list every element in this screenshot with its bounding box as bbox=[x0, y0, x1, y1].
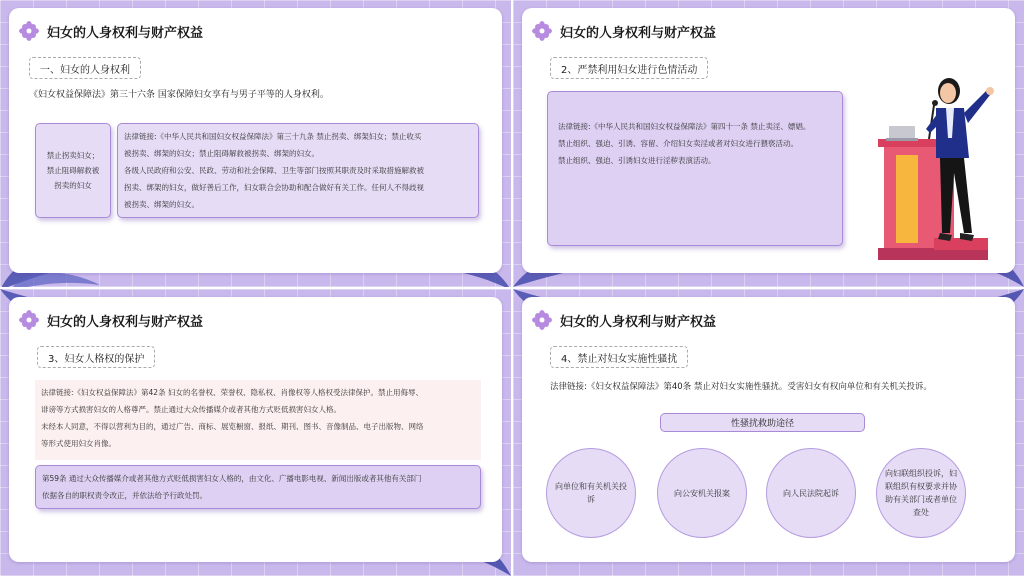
flower-icon bbox=[532, 21, 552, 41]
slide-4[interactable] bbox=[513, 289, 1024, 576]
flower-icon bbox=[19, 21, 39, 41]
side-label-line: 拐卖的妇女 bbox=[54, 181, 92, 190]
law-box bbox=[35, 380, 481, 460]
route-circle: 向单位和有关机关投诉 bbox=[546, 448, 636, 538]
law-box bbox=[547, 91, 843, 246]
route-circle: 向公安机关报案 bbox=[657, 448, 747, 538]
article59-line: 依据各自的职权责令改正，并依法给予行政处罚。 bbox=[42, 491, 207, 500]
slide-card bbox=[9, 297, 502, 562]
flower-icon bbox=[19, 310, 39, 330]
law-line: 法律链接:《中华人民共和国妇女权益保障法》第四十一条 禁止卖淫、嫖娼。 bbox=[558, 122, 811, 131]
article59-box bbox=[35, 465, 481, 509]
law-line: 未经本人同意，不得以营利为目的，通过广告、商标、展览橱窗、报纸、期刊、图书、音像制品、电子出版物、网络 bbox=[41, 422, 424, 431]
law-line: 被拐卖、绑架的妇女；禁止阻碍解救被拐卖、绑架的妇女。 bbox=[124, 149, 319, 158]
section-heading: 2、严禁利用妇女进行色情活动 bbox=[550, 57, 708, 79]
law-box bbox=[117, 123, 479, 218]
slide-title: 妇女的人身权利与财产权益 bbox=[47, 314, 204, 330]
relief-title: 性骚扰救助途径 bbox=[660, 413, 865, 432]
law-line: 拐卖、绑架的妇女，做好善后工作，妇女联合会协助和配合做好有关工作。任何人不得歧视 bbox=[124, 183, 424, 192]
section-heading: 一、妇女的人身权利 bbox=[29, 57, 141, 79]
article59-line: 第59条 通过大众传播媒介或者其他方式贬低损害妇女人格的，由文化、广播电影电视、新闻出版或者其他有关部门 bbox=[42, 474, 422, 483]
section-heading: 4、禁止对妇女实施性骚扰 bbox=[550, 346, 688, 368]
podium-illustration bbox=[878, 139, 988, 260]
side-label-box bbox=[35, 123, 111, 218]
law-line: 各级人民政府和公安、民政、劳动和社会保障、卫生等部门按照其职责及时采取措施解救被 bbox=[124, 166, 424, 175]
law-line: 法律链接:《妇女权益保障法》第42条 妇女的名誉权、荣誉权、隐私权、肖像权等人格权受法律保护。禁止用侮辱、 bbox=[41, 388, 423, 397]
side-label-line: 禁止阻碍解救被 bbox=[46, 166, 100, 175]
law-line: 被拐卖、绑架的妇女。 bbox=[124, 200, 199, 209]
route-circle: 向人民法院起诉 bbox=[766, 448, 856, 538]
slide-title: 妇女的人身权利与财产权益 bbox=[560, 314, 717, 330]
section-heading: 3、妇女人格权的保护 bbox=[37, 346, 155, 368]
slide-1[interactable] bbox=[0, 0, 511, 287]
slide-2[interactable] bbox=[513, 0, 1024, 287]
speaker-woman-illustration bbox=[874, 63, 1004, 268]
slide-card bbox=[522, 297, 1015, 562]
intro-text: 《妇女权益保障法》第三十六条 国家保障妇女享有与男子平等的人身权利。 bbox=[29, 90, 329, 100]
slide-title: 妇女的人身权利与财产权益 bbox=[560, 25, 717, 41]
law-line: 禁止组织、强迫、引诱妇女进行淫秽表演活动。 bbox=[558, 156, 716, 165]
title-row bbox=[532, 309, 716, 331]
route-circle: 向妇联组织投诉，妇联组织有权要求并协助有关部门或者单位查处 bbox=[876, 448, 966, 538]
title-row bbox=[532, 20, 716, 42]
law-line: 法律链接:《中华人民共和国妇女权益保障法》第三十九条 禁止拐卖、绑架妇女；禁止收买 bbox=[124, 132, 422, 141]
laptop-icon bbox=[886, 126, 918, 141]
intro-text: 法律链接:《妇女权益保障法》第40条 禁止对妇女实施性骚扰。受害妇女有权向单位和有关机关投诉。 bbox=[550, 382, 932, 392]
slide-card bbox=[522, 8, 1015, 273]
title-row bbox=[19, 309, 203, 331]
slide-card bbox=[9, 8, 502, 273]
title-row bbox=[19, 20, 203, 42]
law-line: 禁止组织、强迫、引诱、容留、介绍妇女卖淫或者对妇女进行猥亵活动。 bbox=[558, 139, 798, 148]
law-line: 诽谤等方式损害妇女的人格尊严。禁止通过大众传播媒介或者其他方式贬低损害妇女人格。 bbox=[41, 405, 341, 414]
slide-title: 妇女的人身权利与财产权益 bbox=[47, 25, 204, 41]
flower-icon bbox=[532, 310, 552, 330]
law-line: 等形式使用妇女肖像。 bbox=[41, 439, 116, 448]
slide-3[interactable] bbox=[0, 289, 511, 576]
side-label-line: 禁止拐卖妇女； bbox=[46, 151, 100, 160]
